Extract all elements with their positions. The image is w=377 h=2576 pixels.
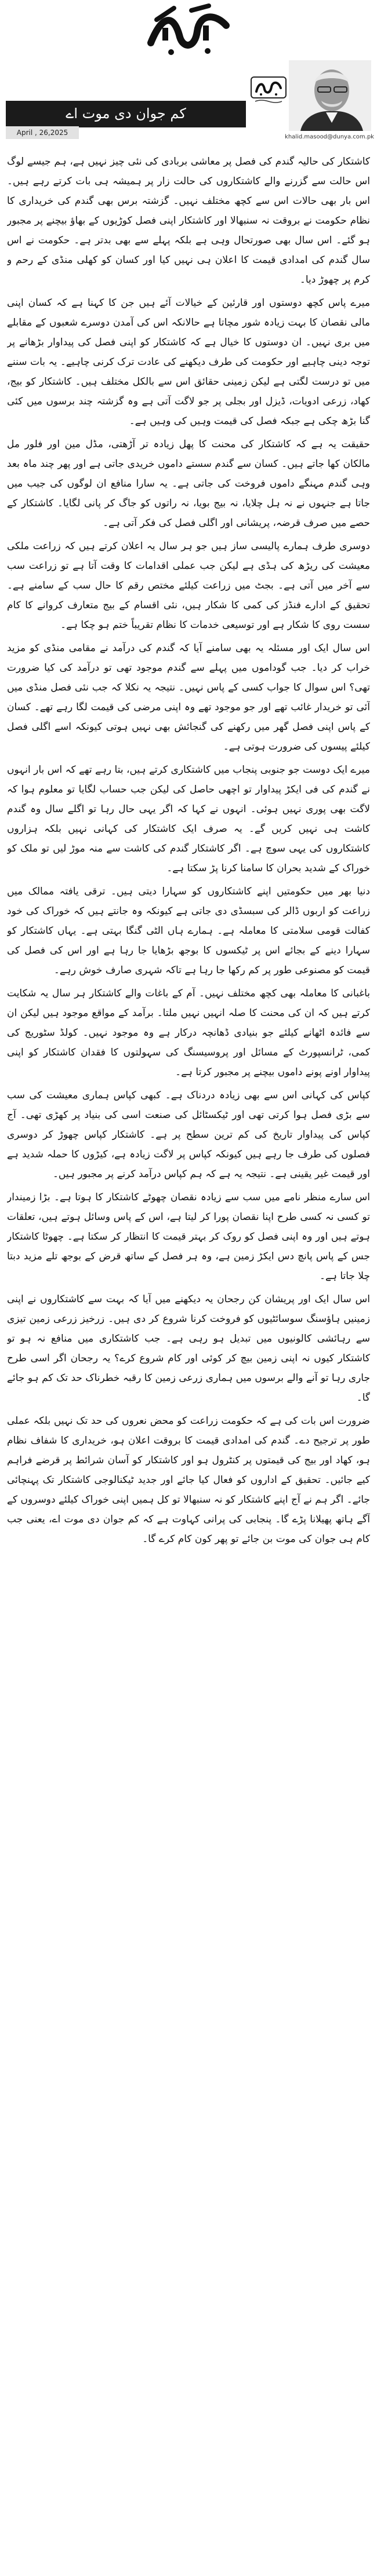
article-paragraph: میرے ایک دوست جو جنوبی پنجاب میں کاشتکاری کرتے ہیں، بتا رہے تھے کہ اس بار انہوں نے گندم کی فی ایکڑ پیداوار تو اچھی حاصل کی لیکن جب حساب لگایا تو معلوم ہوا کہ لاگت بھی پوری نہیں ہوئی۔ انہوں نے کہا کہ اگر یہی حال رہا تو اگلے سال وہ گندم کاشت ہی نہیں کریں گے۔ یہ صرف ایک کاشتکار کی کہانی نہیں بلکہ ہزاروں کاشتکاروں کی یہی سوچ ہے۔ اگر کاشتکار گندم کی کاشت سے منہ موڑ لیں تو ملک کو خوراک کے شدید بحران کا سامنا کرنا پڑ سکتا ہے۔ [7,764,370,874]
article-paragraph: کپاس کی کہانی اس سے بھی زیادہ دردناک ہے۔ کبھی کپاس ہماری معیشت کی سب سے بڑی فصل ہوا کرتی تھی اور ٹیکسٹائل کی صنعت اسی کی بنیاد پر کھڑی تھی۔ آج کپاس کی پیداوار تاریخ کی کم ترین سطح پر ہے۔ کاشتکار کپاس چھوڑ کر دوسری فصلوں کی طرف جا رہے ہیں کیونکہ کپاس پر لاگت زیادہ ہے، کیڑوں کا حملہ شدید ہے اور قیمت غیر یقینی ہے۔ نتیجہ یہ ہے کہ ہم کپاس درآمد کرنے پر مجبور ہیں۔ [7,1090,370,1180]
article-paragraph: دنیا بھر میں حکومتیں اپنے کاشتکاروں کو سہارا دیتی ہیں۔ ترقی یافتہ ممالک میں زراعت کو اربوں ڈالر کی سبسڈی دی جاتی ہے کیونکہ وہ جانتے ہیں کہ خوراک کی خود کفالت قومی سلامتی کا معاملہ ہے۔ ہمارے ہاں الٹی گنگا بہتی ہے۔ یہاں کاشتکار کو سہارا دینے کے بجائے اس پر ٹیکسوں کا بوجھ بڑھایا جا رہا ہے اور اس کی فصل کی قیمت کو مصنوعی طور پر کم رکھا جا رہا ہے تاکہ شہری صارف خوش رہے۔ [7,886,370,976]
column-logo [251,76,287,98]
masthead [0,0,377,145]
column-title: کم جوان دی موت اے [6,101,246,126]
article-body [7,152,370,2571]
author-photo [289,60,371,131]
article-paragraph: باغبانی کا معاملہ بھی کچھ مختلف نہیں۔ آم کے باغات والے کاشتکار ہر سال یہ شکایت کرتے ہیں کہ ان کی محنت کا صلہ انہیں نہیں ملتا۔ برآمد کے مواقع موجود ہیں لیکن ان سے فائدہ اٹھانے کیلئے جو بنیادی ڈھانچہ درکار ہے وہ موجود نہیں۔ کولڈ سٹوریج کی کمی، ٹرانسپورٹ کے مسائل اور پروسیسنگ کی سہولتوں کا فقدان کاشتکار کو اپنی پیداوار اونے پونے داموں بیچنے پر مجبور کرتا ہے۔ [7,988,370,1078]
article-paragraph: دوسری طرف ہمارے پالیسی ساز ہیں جو ہر سال یہ اعلان کرتے ہیں کہ زراعت ملکی معیشت کی ریڑھ کی ہڈی ہے لیکن جب عملی اقدامات کا وقت آتا ہے تو زراعت سب سے آخر میں آتی ہے۔ بجٹ میں زراعت کیلئے مختص رقم کا حال سب کے سامنے ہے۔ تحقیق کے ادارے فنڈز کی کمی کا شکار ہیں، نئی اقسام کے بیج متعارف کروانے کا کام سست روی کا شکار ہے اور توسیعی خدمات کا نظام تقریباً ختم ہو چکا ہے۔ [7,540,370,631]
article-paragraph: کاشتکار کی حالیہ گندم کی فصل پر معاشی بربادی کی نئی چیز نہیں ہے، ہم جیسے لوگ اس حالت سے گزرنے والے کاشتکاروں کی حالت زار پر ہمیشہ ہی بات کرتے رہے ہیں۔ اس بار بھی حالات اس سے کچھ مختلف نہیں۔ گزشتہ برس بھی گندم کی خریداری کا نظام حکومت نے بروقت نہ سنبھالا اور کاشتکار اپنی فصل کوڑیوں کے بھاؤ بیچنے پر مجبور ہو گئے۔ اس سال بھی صورتحال وہی ہے بلکہ پہلے سے بھی بدتر ہے۔ حکومت نے اس سال گندم کی امدادی قیمت کا اعلان ہی نہیں کیا اور کسان کو کھلی منڈی کے رحم و کرم پر چھوڑ دیا۔ [7,156,370,286]
title-underline [79,126,246,127]
column-logo-underline [254,98,283,104]
article-paragraph: اس سال ایک اور پریشان کن رجحان یہ دیکھنے میں آیا کہ بہت سے کاشتکاروں نے اپنی زمینیں ہاؤسنگ سوسائٹیوں کو فروخت کرنا شروع کر دی ہیں۔ زرخیز زرعی زمین تیزی سے رہائشی کالونیوں میں تبدیل ہو رہی ہے۔ جب کاشتکاری میں منافع نہ ہو تو کاشتکار کیوں نہ اپنی زمین بیچ کر کوئی اور کام شروع کرے؟ یہ رجحان اگر اسی طرح جاری رہا تو آنے والے برسوں میں ہماری زرعی زمین کا رقبہ خطرناک حد تک کم ہو جائے گا۔ [7,1294,370,1404]
dunya-logo [139,2,238,58]
article-paragraph: اس سال ایک اور مسئلہ یہ بھی سامنے آیا کہ گندم کی درآمد نے مقامی منڈی کو مزید خراب کر دیا۔ جب گوداموں میں پہلے سے گندم موجود تھی تو درآمد کی کیا ضرورت تھی؟ اس سوال کا جواب کسی کے پاس نہیں۔ نتیجہ یہ نکلا کہ جب نئی فصل منڈی میں آئی تو خریدار غائب تھے اور جو موجود تھے وہ اپنی مرضی کی قیمت لگا رہے تھے۔ کسان کے پاس اپنی فصل گھر میں رکھنے کی گنجائش بھی نہیں ہوتی کیونکہ اسے اگلی فصل کیلئے پیسوں کی ضرورت ہوتی ہے۔ [7,642,370,752]
article-paragraph: ضرورت اس بات کی ہے کہ حکومت زراعت کو محض نعروں کی حد تک نہیں بلکہ عملی طور پر ترجیح دے۔ گندم کی امدادی قیمت کا بروقت اعلان ہو، خریداری کا شفاف نظام ہو، کھاد اور بیج کی قیمتوں پر کنٹرول ہو اور کاشتکار کو آسان شرائط پر قرضے فراہم کیے جائیں۔ تحقیق کے اداروں کو فعال کیا جائے اور جدید ٹیکنالوجی کاشتکار تک پہنچائی جائے۔ اگر ہم نے آج اپنے کاشتکار کو نہ سنبھالا تو کل ہمیں اپنی خوراک کیلئے دوسروں کے آگے ہاتھ پھیلانا پڑے گا۔ پنجابی کی پرانی کہاوت ہے کہ کم جوان دی موت اے، یعنی جب کام ہی جوان کی موت بن جائے تو پھر کون کام کرے گا۔ [7,1415,370,1545]
article-paragraph: اس سارے منظر نامے میں سب سے زیادہ نقصان چھوٹے کاشتکار کا ہوتا ہے۔ بڑا زمیندار تو کسی نہ کسی طرح اپنا نقصان پورا کر لیتا ہے، اس کے پاس وسائل ہوتے ہیں، تعلقات ہوتے ہیں اور وہ اپنی فصل کو روک کر بہتر قیمت کا انتظار کر سکتا ہے۔ چھوٹا کاشتکار جس کے پاس پانچ دس ایکڑ زمین ہے، وہ ہر فصل کے ساتھ قرض کے بوجھ تلے مزید دبتا چلا جاتا ہے۔ [7,1192,370,1282]
publish-date: April , 26,2025 [6,126,79,139]
article-paragraph: حقیقت یہ ہے کہ کاشتکار کی محنت کا پھل زیادہ تر آڑھتی، مڈل مین اور فلور مل مالکان کھا جاتے ہیں۔ کسان سے گندم سستے داموں خریدی جاتی ہے اور پھر چند ماہ بعد وہی گندم مہنگے داموں فروخت کی جاتی ہے۔ یہ سارا منافع ان لوگوں کی جیب میں جاتا ہے جنہوں نے نہ ہل چلایا، نہ بیج بویا، نہ راتوں کو جاگ کر پانی لگایا۔ کاشتکار کے حصے میں صرف قرضہ، پریشانی اور اگلی فصل کی فکر آتی ہے۔ [7,439,370,529]
author-email: khalid.masood@dunya.com.pk [285,134,374,140]
article-paragraph: میرے پاس کچھ دوستوں اور قارئین کے خیالات آئے ہیں جن کا کہنا ہے کہ کسان اپنی مالی نقصان کا بہت زیادہ شور مچاتا ہے حالانکہ اس کی آمدن دوسرے شعبوں کے مقابلے میں بری نہیں۔ ان دوستوں کا خیال ہے کہ کاشتکار کو اپنی فصل کی پیداوار بڑھانے پر توجہ دینی چاہیے اور حکومت کی طرف دیکھنے کی عادت ترک کرنی چاہیے۔ یہ بات سننے میں تو درست لگتی ہے لیکن زمینی حقائق اس سے بالکل مختلف ہیں۔ کاشتکار کو بیج، کھاد، زرعی ادویات، ڈیزل اور بجلی پر جو لاگت آتی ہے وہ گزشتہ چند برسوں میں کئی گنا بڑھ چکی ہے جبکہ فصل کی قیمت وہیں کی وہیں ہے۔ [7,297,370,427]
